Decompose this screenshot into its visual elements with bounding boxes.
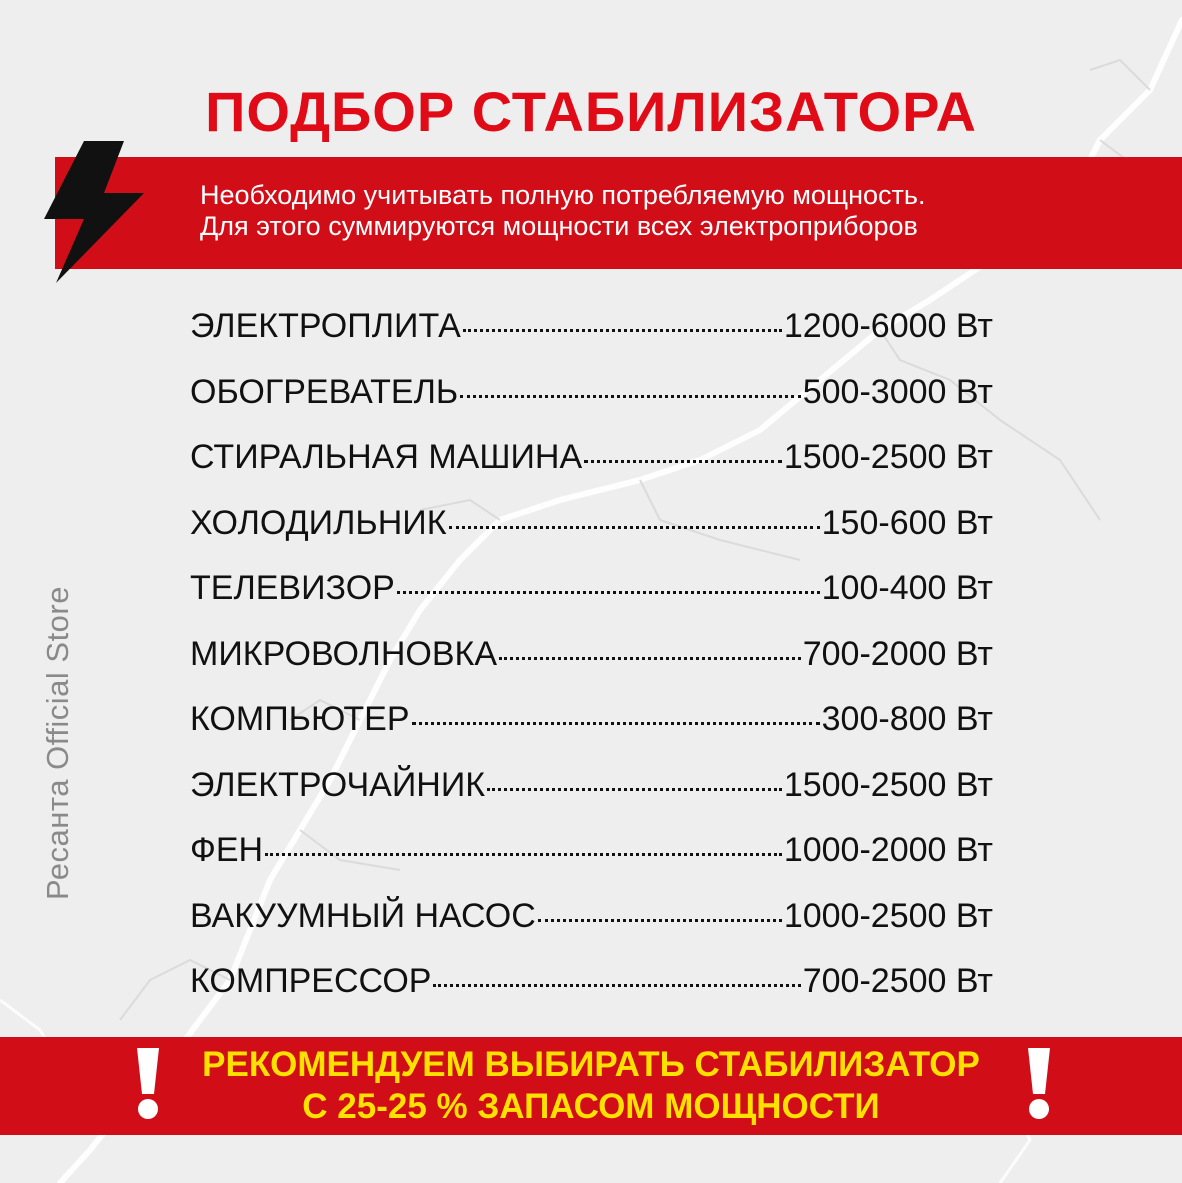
- recommendation-line-2: С 25-25 % ЗАПАСОМ МОЩНОСТИ: [302, 1087, 880, 1126]
- list-item: [190, 369, 993, 435]
- banner-line-2: Для этого суммируются мощности всех электроприборов: [200, 211, 918, 241]
- page-title: ПОДБОР СТАБИЛИЗАТОРА: [205, 80, 977, 143]
- list-item: [190, 696, 993, 762]
- appliance-power: 700-2000 Вт: [802, 634, 993, 673]
- list-item: [190, 827, 993, 893]
- banner-line-1: Необходимо учитывать полную потребляемую мощность.: [200, 180, 926, 210]
- dot-leader: [412, 722, 820, 725]
- dot-leader: [265, 853, 782, 856]
- appliance-power: 300-800 Вт: [821, 700, 993, 738]
- list-item: [190, 565, 993, 631]
- appliance-power: 100-400 Вт: [821, 569, 993, 607]
- dot-leader: [449, 526, 820, 529]
- store-watermark: Ресанта Official Store: [40, 586, 75, 901]
- dot-leader: [463, 329, 782, 332]
- appliance-list: [190, 303, 993, 1024]
- list-item: [190, 434, 993, 500]
- dot-leader: [397, 591, 820, 594]
- appliance-name: КОМПЬЮТЕР: [190, 700, 410, 738]
- appliance-name: ОБОГРЕВАТЕЛЬ: [190, 372, 459, 411]
- appliance-power: 1500-2500 Вт: [783, 765, 993, 804]
- recommendation-line-1: РЕКОМЕНДУЕМ ВЫБИРАТЬ СТАБИЛИЗАТОР: [202, 1045, 980, 1084]
- appliance-power: 1500-2500 Вт: [783, 438, 993, 476]
- appliance-name: КОМПРЕССОР: [190, 962, 432, 1000]
- dot-leader: [460, 395, 801, 398]
- appliance-power: 700-2500 Вт: [802, 962, 993, 1000]
- appliance-name: ХОЛОДИЛЬНИК: [190, 503, 447, 542]
- list-item: [190, 303, 993, 369]
- appliance-name: ФЕН: [190, 831, 264, 869]
- dot-leader: [499, 657, 801, 660]
- lightning-bolt-icon: [44, 141, 144, 283]
- list-item: [190, 500, 993, 566]
- dot-leader: [584, 460, 782, 463]
- appliance-name: МИКРОВОЛНОВКА: [190, 634, 498, 673]
- recommendation-text: [170, 1044, 1012, 1128]
- appliance-power: 500-3000 Вт: [802, 372, 993, 411]
- appliance-power: 1000-2500 Вт: [783, 896, 993, 935]
- appliance-power: 1000-2000 Вт: [783, 831, 993, 869]
- banner-text: [200, 180, 1160, 242]
- list-item: [190, 631, 993, 697]
- list-item: [190, 762, 993, 828]
- appliance-name: ТЕЛЕВИЗОР: [190, 569, 395, 607]
- appliance-name: ЭЛЕКТРОПЛИТА: [190, 307, 461, 345]
- dot-leader: [433, 984, 800, 987]
- dot-leader: [538, 919, 782, 922]
- appliance-name: ВАКУУМНЫЙ НАСОС: [190, 896, 536, 935]
- exclamation-icon: [133, 1048, 163, 1120]
- dot-leader: [487, 788, 782, 791]
- exclamation-icon: [1024, 1048, 1054, 1120]
- appliance-name: СТИРАЛЬНАЯ МАШИНА: [190, 438, 583, 476]
- appliance-name: ЭЛЕКТРОЧАЙНИК: [190, 765, 486, 804]
- list-item: [190, 958, 993, 1024]
- list-item: [190, 893, 993, 959]
- appliance-power: 150-600 Вт: [821, 503, 993, 542]
- appliance-power: 1200-6000 Вт: [783, 307, 993, 345]
